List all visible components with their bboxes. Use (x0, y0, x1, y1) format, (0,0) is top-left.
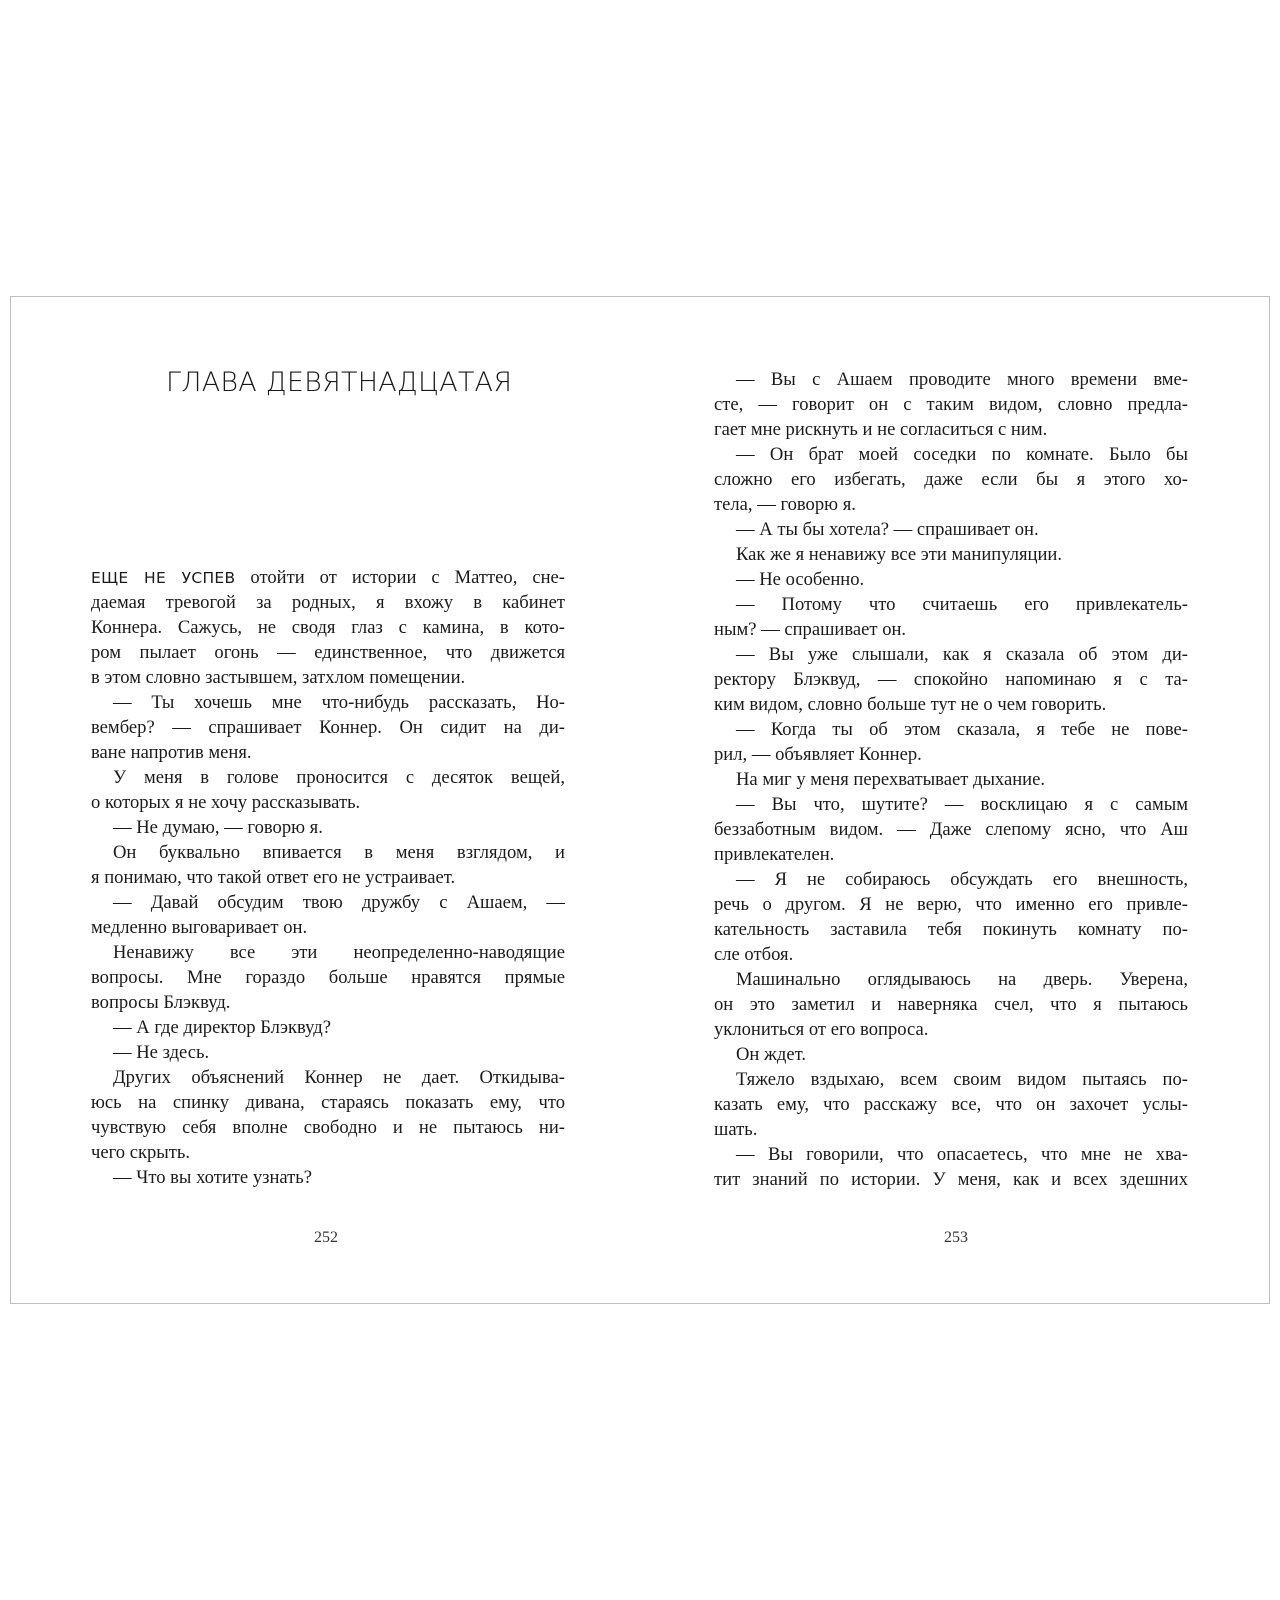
text-line: гает мне рискнуть и не согласиться с ним. (714, 419, 1048, 440)
text-line: вембер? — спрашивает Коннер. Он сидит на ди- (91, 717, 565, 738)
text-line: Тяжело вздыхаю, всем своим видом пытаясь по- (736, 1069, 1188, 1090)
text-line: У меня в голове проносится с десяток вещей, (113, 767, 565, 788)
text-line (91, 565, 565, 590)
text-line: он это заметил и наверняка счел, что я пытаюсь (714, 994, 1188, 1015)
text-line: сте, — говорит он с таким видом, словно предла- (714, 394, 1188, 415)
book-spread (10, 296, 1270, 1304)
text-line: медленно выговаривает он. (91, 917, 308, 938)
text-line: кательность заставила тебя покинуть комнату по- (714, 919, 1188, 940)
text-line: шать. (714, 1119, 758, 1140)
text-line: Как же я ненавижу все эти манипуляции. (736, 544, 1063, 565)
left-page (11, 297, 641, 1303)
text-line: — Я не собираюсь обсуждать его внешность, (736, 869, 1188, 890)
page-number-left: 252 (314, 1229, 338, 1246)
text-line: даемая тревогой за родных, я вхожу в кабинет (91, 592, 565, 613)
text-line: — Не особенно. (736, 569, 865, 590)
text-line: — Вы с Ашаем проводите много времени вме- (736, 369, 1188, 390)
text-line: — Когда ты об этом сказала, я тебе не пове- (736, 719, 1188, 740)
text-line: — Что вы хотите узнать? (113, 1167, 313, 1188)
left-page-text (91, 565, 565, 1190)
text-line: ром пылает огонь — единственное, что движется (91, 642, 565, 663)
text-line: я понимаю, что такой ответ его не устраивает. (91, 867, 456, 888)
text-line: ване напротив меня. (91, 742, 252, 763)
text-line: — Не думаю, — говорю я. (113, 817, 323, 838)
text-line: чего скрыть. (91, 1142, 191, 1163)
text-line: На миг у меня перехватывает дыхание. (736, 769, 1046, 790)
text-line: — Вы что, шутите? — восклицаю я с самым (736, 794, 1188, 815)
text-line: Он буквально впивается в меня взглядом, и (113, 842, 565, 863)
text-line: — Ты хочешь мне что-нибудь рассказать, Но- (113, 692, 565, 713)
text-line: Коннера. Сажусь, не сводя глаз с камина, в кото- (91, 617, 565, 638)
page-number-right: 253 (944, 1229, 968, 1246)
text-line: — Он брат моей соседки по комнате. Было бы (736, 444, 1188, 465)
lead-in-caps: ЕЩЕ НЕ УСПЕВ (91, 569, 236, 587)
text-line: Машинально оглядываюсь на дверь. Уверена, (736, 969, 1188, 990)
text-line: уклониться от его вопроса. (714, 1019, 929, 1040)
text-line: речь о другом. Я не верю, что именно его привле- (714, 894, 1188, 915)
text-line: ким видом, словно больше тут не о чем говорить. (714, 694, 1107, 715)
text-line: привлекателен. (714, 844, 835, 865)
chapter-title: ГЛАВА ДЕВЯТНАДЦАТАЯ (166, 367, 513, 398)
text-line: ным? — спрашивает он. (714, 619, 907, 640)
text-line: юсь на спинку дивана, стараясь показать ему, что (91, 1092, 565, 1113)
text-line: тела, — говорю я. (714, 494, 856, 515)
text-line: — Вы говорили, что опасаетесь, что мне не хва- (736, 1144, 1188, 1165)
text-line: вопросы Блэквуд. (91, 992, 231, 1013)
text-line: сложно его избегать, даже если бы я этого хо- (714, 469, 1188, 490)
text-line: Он ждет. (736, 1044, 806, 1065)
text-line: чувствую себя вполне свободно и не пытаюсь ни- (91, 1117, 565, 1138)
text-line: ректору Блэквуд, — спокойно напоминаю я с та- (714, 669, 1188, 690)
text-line: — Потому что считаешь его привлекатель- (736, 594, 1188, 615)
text-line: — Вы уже слышали, как я сказала об этом ди- (736, 644, 1188, 665)
text-line: о которых я не хочу рассказывать. (91, 792, 361, 813)
text-line: сле отбоя. (714, 944, 794, 965)
text-line: беззаботным видом. — Даже слепому ясно, что Аш (714, 819, 1188, 840)
text-line: — Давай обсудим твою дружбу с Ашаем, — (113, 892, 565, 913)
text-line: — Не здесь. (113, 1042, 210, 1063)
line-text: отойти от истории с Маттео, сне- (235, 567, 565, 588)
text-line: рил, — объявляет Коннер. (714, 744, 922, 765)
text-line: — А ты бы хотела? — спрашивает он. (736, 519, 1039, 540)
text-line: вопросы. Мне гораздо больше нравятся прямые (91, 967, 565, 988)
text-line: казать ему, что расскажу все, что он захочет услы- (714, 1094, 1188, 1115)
text-line: — А где директор Блэквуд? (113, 1017, 331, 1038)
text-line: Ненавижу все эти неопределенно-наводящие (113, 942, 565, 963)
right-page (641, 297, 1271, 1303)
text-line: в этом словно застывшем, затхлом помещении. (91, 667, 466, 688)
right-page-text (714, 367, 1188, 1192)
text-line: Других объяснений Коннер не дает. Откидыва- (113, 1067, 565, 1088)
text-line: тит знаний по истории. У меня, как и всех здешних (714, 1169, 1188, 1190)
